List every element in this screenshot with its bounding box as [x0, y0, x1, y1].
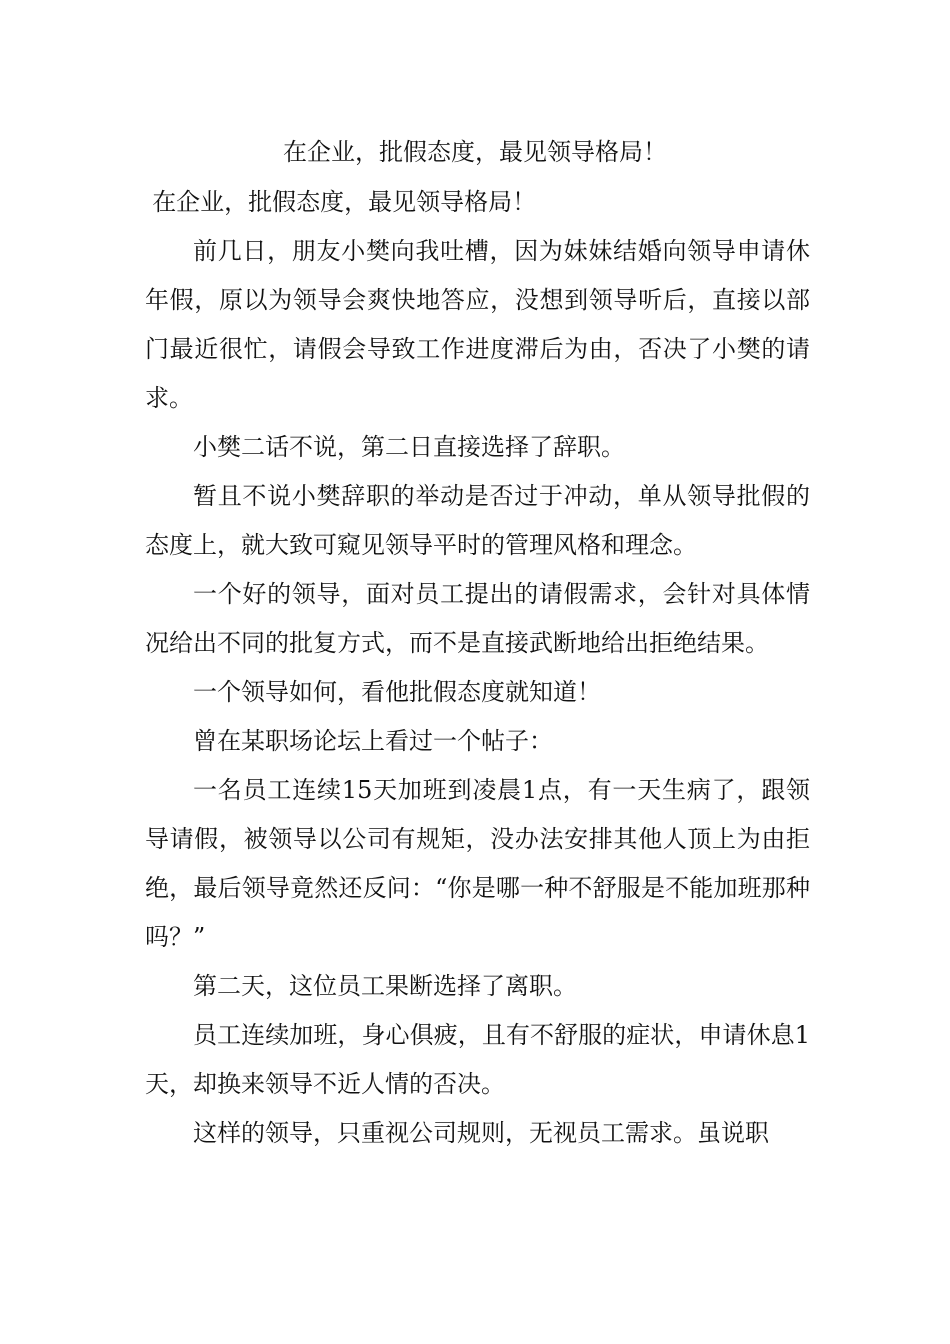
paragraph: 曾在某职场论坛上看过一个帖子：: [193, 727, 553, 755]
paragraph: 一个好的领导，面对员工提出的请假需求，会针对具体情况给出不同的批复方式，而不是直接武断地给出拒绝结果。: [145, 580, 810, 657]
paragraph: 暂且不说小樊辞职的举动是否过于冲动，单从领导批假的态度上，就大致可窥见领导平时的管理风格和理念。: [145, 482, 810, 559]
document-body: [145, 178, 810, 1158]
document-subtitle: 在企业，批假态度，最见领导格局！: [152, 188, 537, 216]
paragraph: 小樊二话不说，第二日直接选择了辞职。: [193, 433, 625, 461]
paragraph: 第二天，这位员工果断选择了离职。: [193, 972, 577, 1000]
document-title: 在企业，批假态度，最见领导格局！: [283, 138, 667, 166]
paragraph: 这样的领导，只重视公司规则，无视员工需求。虽说职: [193, 1119, 769, 1147]
paragraph: 一个领导如何，看他批假态度就知道！: [193, 678, 601, 706]
paragraph: 一名员工连续15天加班到凌晨1点，有一天生病了，跟领导请假，被领导以公司有规矩，没办法安排其他人顶上为由拒绝，最后领导竟然还反问：“你是哪一种不舒服是不能加班那种吗？”: [145, 776, 810, 951]
paragraph: 前几日，朋友小樊向我吐槽，因为妹妹结婚向领导申请休年假，原以为领导会爽快地答应，没想到领导听后，直接以部门最近很忙，请假会导致工作进度滞后为由，否决了小樊的请求。: [145, 237, 810, 412]
paragraph: 员工连续加班，身心俱疲，且有不舒服的症状，申请休息1天，却换来领导不近人情的否决。: [145, 1021, 810, 1098]
